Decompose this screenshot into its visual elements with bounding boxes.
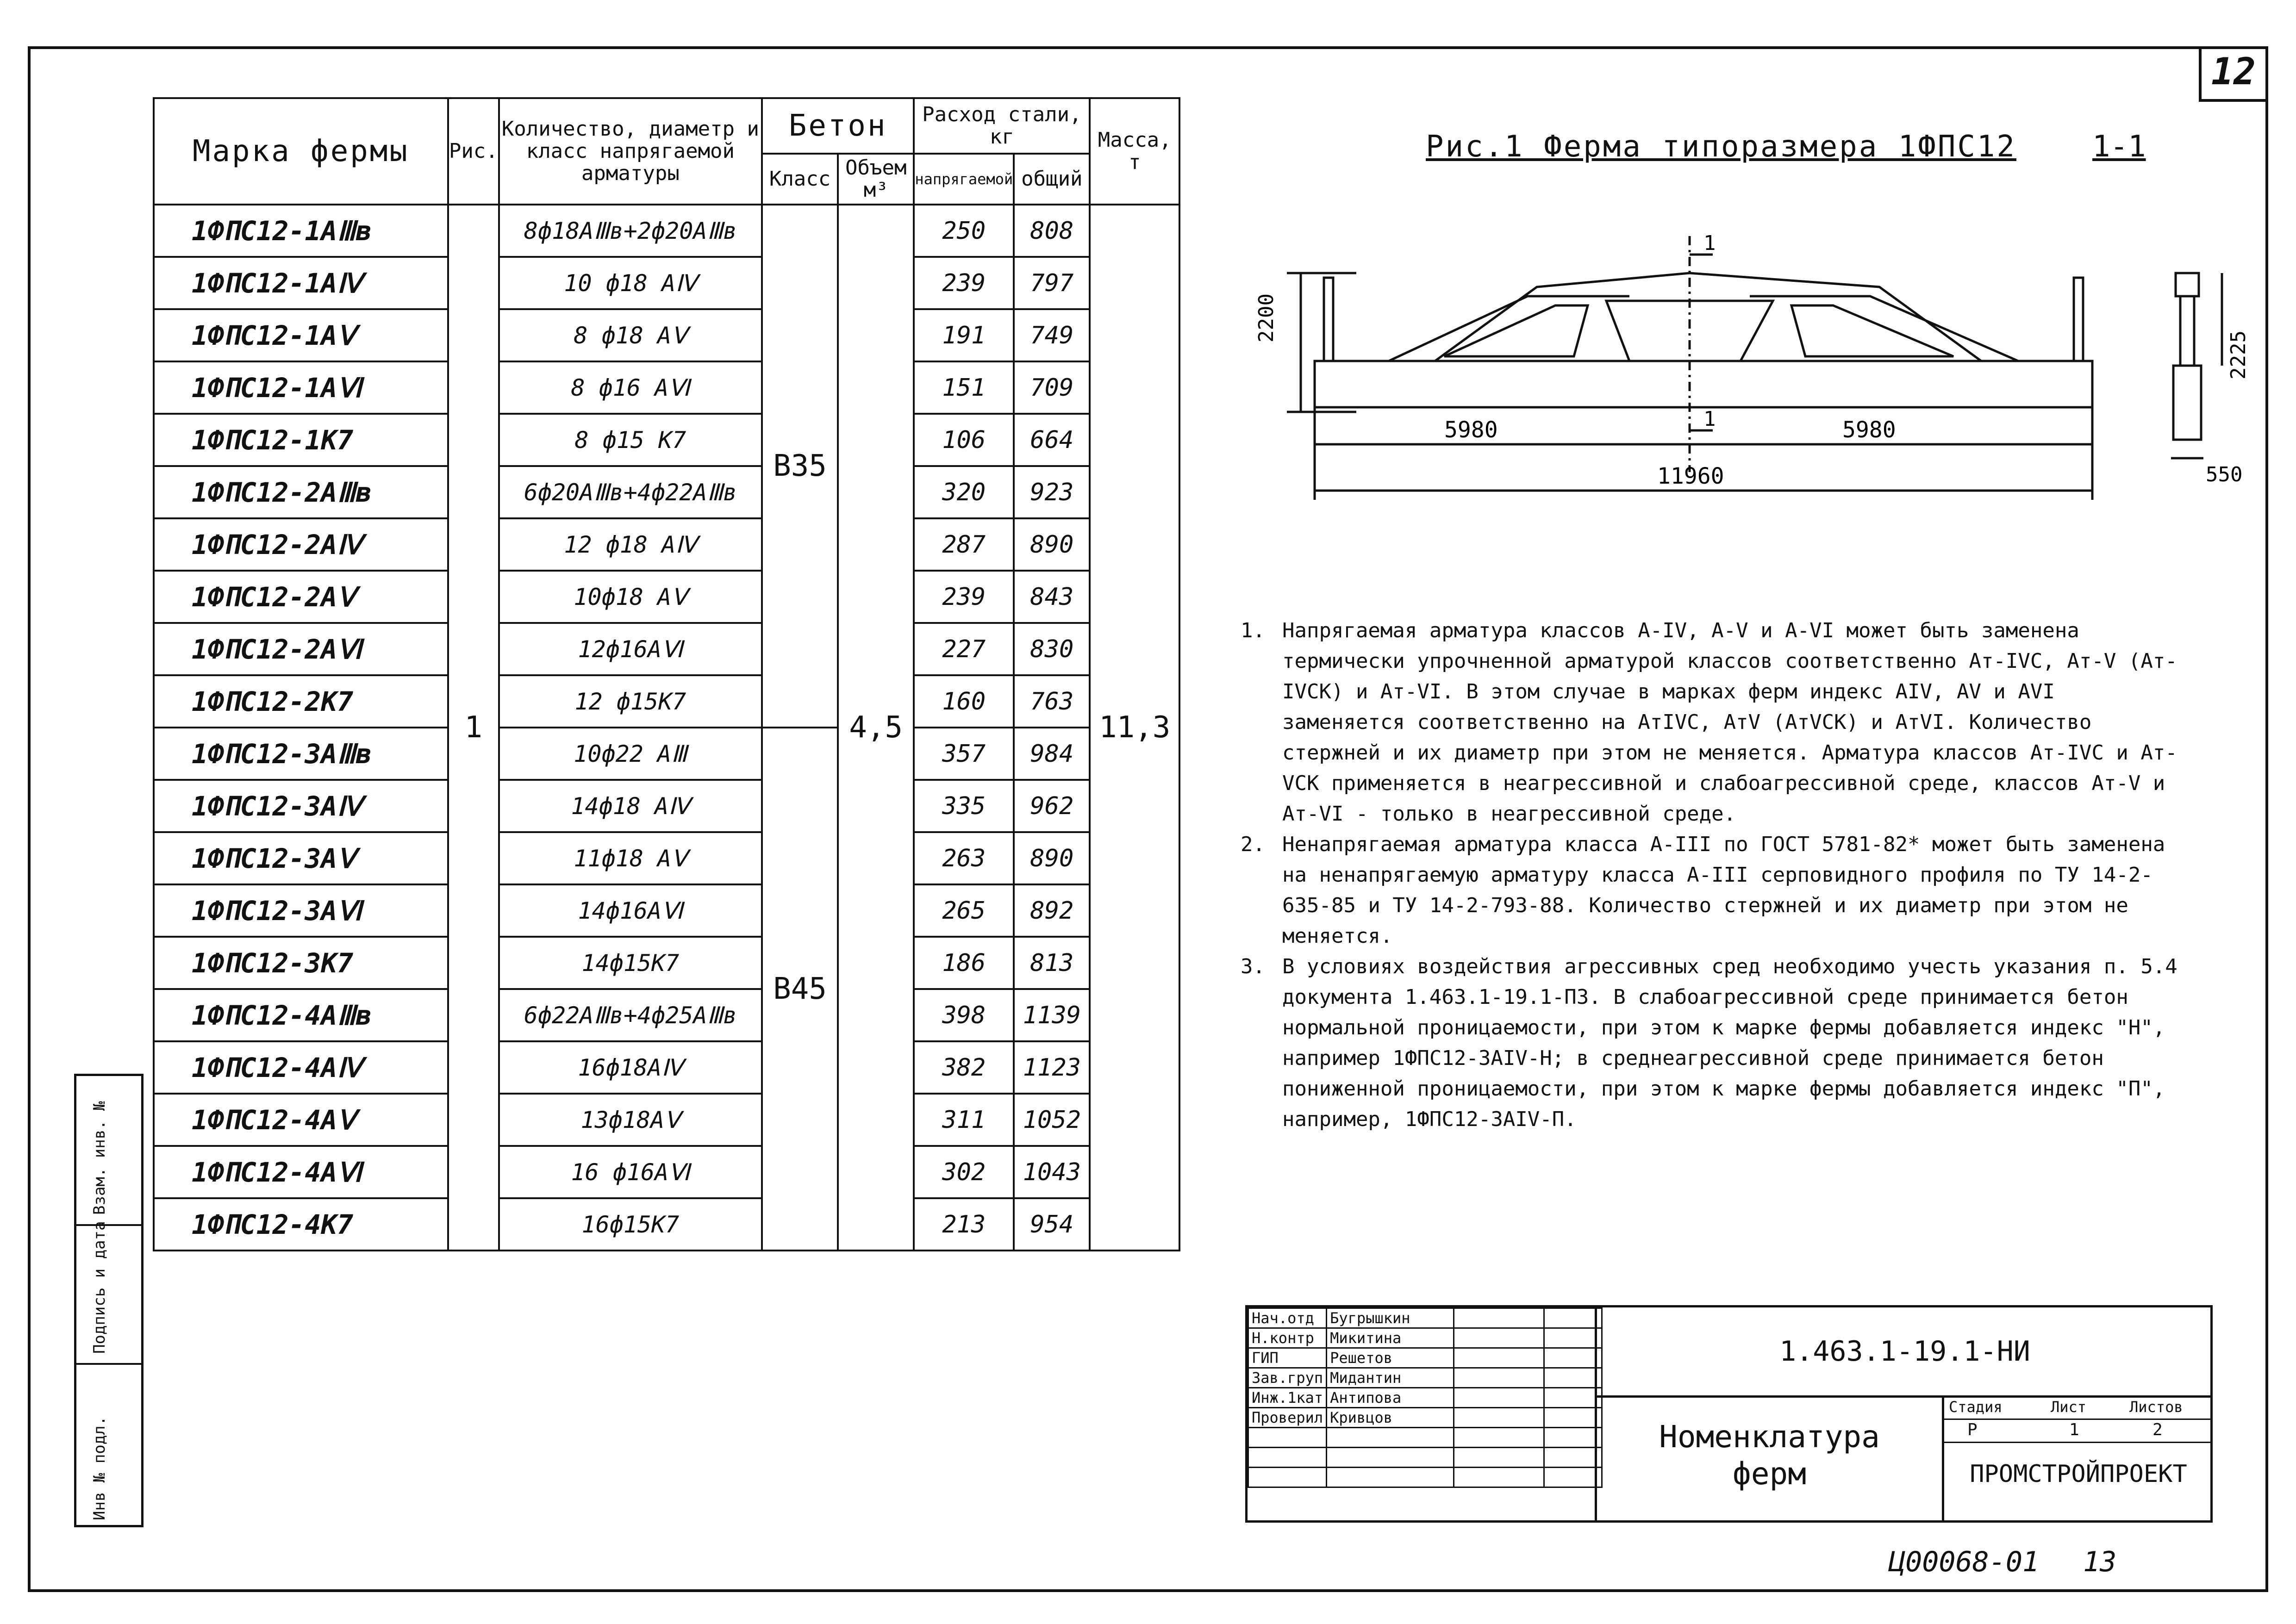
- truss-drawing: [1204, 185, 2250, 555]
- note-3: 3. В условиях воздействия агрессивных сред необходимо учесть указания п. 5.4 документа 1.463.1-19.1-ПЗ. В слабоагрессивной среде принимается бетон нормальной проницаемости, при этом к марке фермы добавляется индекс "Н", например 1ФПС12-3АIV-Н; в среднеагрессивной среде принимается бетон пониженной проницаемости, при этом к марке фермы добавляется индекс "П", например, 1ФПС12-3АIV-П.: [1241, 955, 2177, 1131]
- truss-left-post: [1324, 278, 1333, 361]
- title-block: [1245, 1305, 2213, 1523]
- cell-steel-total: 923: [1014, 466, 1090, 518]
- notes: [1241, 616, 2190, 1135]
- figure-title: Рис.1 Ферма типоразмера 1ФПС12: [1426, 130, 2016, 164]
- cell-mark: 1ФПС12-3АⅣ: [154, 780, 448, 832]
- cell-steel-prestressed: 239: [914, 571, 1014, 623]
- dim-half-left: 5980: [1444, 417, 1498, 443]
- truss-center-panel: [1606, 301, 1773, 361]
- cell-reinforcement: 13ф18АⅤ: [499, 1094, 762, 1146]
- header-concrete-class: Класс: [762, 154, 838, 205]
- table-row: [154, 361, 1179, 414]
- table-row: [154, 571, 1179, 623]
- cell-steel-prestressed: 287: [914, 518, 1014, 571]
- footer-page: 13: [2083, 1546, 2117, 1578]
- cell-mark: 1ФПС12-3АⅤ: [154, 832, 448, 884]
- header-steel-prestressed: напрягаемой: [914, 154, 1014, 205]
- dim-total: 11960: [1657, 463, 1724, 489]
- cell-mark: 1ФПС12-4АⅣ: [154, 1041, 448, 1094]
- cell-mark: 1ФПС12-1К7: [154, 414, 448, 466]
- footer-code: Ц00068-01: [1889, 1546, 2040, 1578]
- cell-steel-total: 797: [1014, 257, 1090, 309]
- cell-mark: 1ФПС12-2АⅤ: [154, 571, 448, 623]
- cell-steel-total: 890: [1014, 832, 1090, 884]
- signature-role: Нач.отд: [1248, 1308, 1327, 1328]
- nomenclature-table: [153, 97, 1180, 1251]
- cell-steel-prestressed: 213: [914, 1198, 1014, 1251]
- signature-date: [1544, 1388, 1602, 1408]
- sidebar-inv-orig: Инв № подл.: [90, 1416, 109, 1520]
- cell-reinforcement: 8 ф18 АⅤ: [499, 309, 762, 361]
- table-row: [154, 309, 1179, 361]
- note-2: 2. Ненапрягаемая арматура класса А-III по ГОСТ 5781-82* может быть заменена на ненапрягаемую арматуру класса А-III серповидного профиля по ТУ 14-2-635-85 и ТУ 14-2-793-88. Количество стержней и их диаметр при этом не меняется.: [1241, 833, 2165, 948]
- header-fig: Рис.: [448, 98, 499, 205]
- signature-name: Антипова: [1327, 1388, 1454, 1408]
- header-concrete-volume: Объем м³: [838, 154, 914, 205]
- truss-right-diagonal: [1750, 296, 2018, 361]
- cell-class-b35: В35: [762, 205, 838, 728]
- sheet-number: 12: [2199, 46, 2268, 102]
- cell-reinforcement: 8 ф15 К7: [499, 414, 762, 466]
- signature-sign: [1454, 1368, 1544, 1388]
- signature-role: Инж.1кат: [1248, 1388, 1327, 1408]
- cell-reinforcement: 8ф18АⅢв+2ф20АⅢв: [499, 205, 762, 257]
- signature-row: [1248, 1388, 1602, 1408]
- cell-steel-prestressed: 357: [914, 728, 1014, 780]
- cell-reinforcement: 6ф22АⅢв+4ф25АⅢв: [499, 989, 762, 1041]
- cell-steel-prestressed: 160: [914, 675, 1014, 728]
- cell-reinforcement: 8 ф16 АⅥ: [499, 361, 762, 414]
- cell-steel-prestressed: 335: [914, 780, 1014, 832]
- cell-steel-total: 813: [1014, 937, 1090, 989]
- table-row: [154, 937, 1179, 989]
- cell-mark: 1ФПС12-3К7: [154, 937, 448, 989]
- cell-steel-total: 664: [1014, 414, 1090, 466]
- signature-row: [1248, 1308, 1602, 1328]
- doc-title: Номенклатура ферм: [1595, 1395, 1942, 1520]
- signature-role: Н.контр: [1248, 1328, 1327, 1348]
- cell-steel-prestressed: 191: [914, 309, 1014, 361]
- signature-date: [1544, 1368, 1602, 1388]
- section-web: [2180, 296, 2194, 366]
- table-row: [154, 466, 1179, 518]
- cell-mark: 1ФПС12-1АⅥ: [154, 361, 448, 414]
- cell-reinforcement: 12 ф15К7: [499, 675, 762, 728]
- cell-mark: 1ФПС12-4К7: [154, 1198, 448, 1251]
- sidebar-sign-date: Подпись и дата: [90, 1221, 109, 1354]
- table-row: [154, 675, 1179, 728]
- cell-reinforcement: 10ф22 АⅢ: [499, 728, 762, 780]
- cut-label-top: 1: [1703, 231, 1716, 255]
- cell-mark: 1ФПС12-2АⅣ: [154, 518, 448, 571]
- cell-reinforcement: 14ф16АⅥ: [499, 884, 762, 937]
- cell-reinforcement: 16ф18АⅣ: [499, 1041, 762, 1094]
- signature-name: Мидантин: [1327, 1368, 1454, 1388]
- table-row: [154, 1146, 1179, 1198]
- table-row: [154, 780, 1179, 832]
- cell-mark: 1ФПС12-3АⅢв: [154, 728, 448, 780]
- truss-right-post: [2074, 278, 2083, 361]
- table-row: [154, 623, 1179, 675]
- note-1: 1. Напрягаемая арматура классов А-IV, А-V и А-VI может быть заменена термически упрочненной арматурой классов соответственно Ат-IVC, Ат-V (Ат-IVCK) и Ат-VI. В этом случае в марках ферм индекс АIV, АV и АVI заменяется соответственно на АтIVC, АтV (АтVCK) и АтVI. Количество стержней и их диаметр при этом не меняется. Арматура классов Ат-IVC и Ат-VCK применяется в неагрессивной и слабоагрессивной среде, классов Ат-V и Ат-VI - только в неагрессивной среде.: [1241, 619, 2177, 826]
- cell-mark: 1ФПС12-4АⅤ: [154, 1094, 448, 1146]
- cell-steel-total: 1123: [1014, 1041, 1090, 1094]
- cell-mark: 1ФПС12-1АⅤ: [154, 309, 448, 361]
- table-row: [154, 257, 1179, 309]
- cell-reinforcement: 12 ф18 АⅣ: [499, 518, 762, 571]
- signature-date: [1544, 1328, 1602, 1348]
- cell-mark: 1ФПС12-1АⅢв: [154, 205, 448, 257]
- cell-steel-prestressed: 265: [914, 884, 1014, 937]
- table-row: [154, 832, 1179, 884]
- truss-left-diagonal: [1389, 296, 1629, 361]
- cell-steel-total: 808: [1014, 205, 1090, 257]
- signature-sign: [1454, 1348, 1544, 1368]
- truss-right-panel: [1791, 305, 1953, 356]
- cell-steel-prestressed: 106: [914, 414, 1014, 466]
- table-row: [154, 884, 1179, 937]
- cell-reinforcement: 14ф15К7: [499, 937, 762, 989]
- section-label: 1-1: [2092, 130, 2146, 164]
- table-row: [154, 518, 1179, 571]
- truss-left-panel: [1444, 305, 1588, 356]
- signature-name: Решетов: [1327, 1348, 1454, 1368]
- cell-mark: 1ФПС12-4АⅢв: [154, 989, 448, 1041]
- cell-steel-prestressed: 382: [914, 1041, 1014, 1094]
- signature-name: Кривцов: [1327, 1408, 1454, 1428]
- header-mark: Марка фермы: [154, 98, 448, 205]
- signature-role: Зав.груп: [1248, 1368, 1327, 1388]
- cell-steel-total: 830: [1014, 623, 1090, 675]
- cell-steel-prestressed: 227: [914, 623, 1014, 675]
- cell-steel-prestressed: 311: [914, 1094, 1014, 1146]
- signature-sign: [1454, 1408, 1544, 1428]
- section-bottom: [2173, 366, 2201, 440]
- cell-steel-total: 890: [1014, 518, 1090, 571]
- cell-fig: 1: [448, 205, 499, 1251]
- table-row: [154, 728, 1179, 780]
- sidebar-stamp: [74, 1074, 144, 1527]
- org-name: ПРОМСТРОЙПРОЕКТ: [1970, 1460, 2187, 1488]
- cell-steel-prestressed: 320: [914, 466, 1014, 518]
- dim-section-height: 2225: [2227, 330, 2250, 380]
- cell-mark: 1ФПС12-2АⅥ: [154, 623, 448, 675]
- signature-row: [1248, 1328, 1602, 1348]
- cell-steel-prestressed: 250: [914, 205, 1014, 257]
- signature-row: [1248, 1348, 1602, 1368]
- truss-bottom-chord: [1315, 361, 2092, 407]
- cell-reinforcement: 14ф18 АⅣ: [499, 780, 762, 832]
- cell-steel-prestressed: 302: [914, 1146, 1014, 1198]
- cell-steel-total: 709: [1014, 361, 1090, 414]
- signature-row: [1248, 1368, 1602, 1388]
- cell-steel-prestressed: 263: [914, 832, 1014, 884]
- signature-name: Бугрышкин: [1327, 1308, 1454, 1328]
- cell-reinforcement: 16 ф16АⅥ: [499, 1146, 762, 1198]
- cell-reinforcement: 12ф16АⅥ: [499, 623, 762, 675]
- header-concrete: Бетон: [762, 98, 914, 154]
- table-row: [154, 205, 1179, 257]
- cell-steel-total: 1052: [1014, 1094, 1090, 1146]
- cell-mark: 1ФПС12-1АⅣ: [154, 257, 448, 309]
- signature-name: Микитина: [1327, 1328, 1454, 1348]
- cell-reinforcement: 6ф20АⅢв+4ф22АⅢв: [499, 466, 762, 518]
- cell-steel-total: 962: [1014, 780, 1090, 832]
- cell-steel-prestressed: 398: [914, 989, 1014, 1041]
- signature-date: [1544, 1408, 1602, 1428]
- truss-top-chord: [1315, 273, 2092, 361]
- cell-steel-total: 954: [1014, 1198, 1090, 1251]
- signature-sign: [1454, 1388, 1544, 1408]
- cell-steel-prestressed: 186: [914, 937, 1014, 989]
- cell-steel-total: 763: [1014, 675, 1090, 728]
- signature-sign: [1454, 1328, 1544, 1348]
- cell-steel-total: 1043: [1014, 1146, 1090, 1198]
- signature-role: ГИП: [1248, 1348, 1327, 1368]
- table-row: [154, 414, 1179, 466]
- header-reinforcement: Количество, диаметр и класс напрягаемой арматуры: [499, 98, 762, 205]
- header-steel: Расход стали, кг: [914, 98, 1090, 154]
- table-row: [154, 989, 1179, 1041]
- cell-reinforcement: 16ф15К7: [499, 1198, 762, 1251]
- signature-role: Проверил: [1248, 1408, 1327, 1428]
- dim-section-width: 550: [2206, 463, 2243, 486]
- dim-half-right: 5980: [1842, 417, 1896, 443]
- section-top: [2176, 273, 2199, 296]
- cell-steel-total: 749: [1014, 309, 1090, 361]
- cut-label-bottom: 1: [1703, 407, 1716, 431]
- cell-reinforcement: 11ф18 АⅤ: [499, 832, 762, 884]
- sidebar-replace-inv: Взам. инв. №: [90, 1101, 109, 1215]
- header-mass: Масса, т: [1090, 98, 1179, 205]
- cell-mark: 1ФПС12-2К7: [154, 675, 448, 728]
- cell-mark: 1ФПС12-3АⅥ: [154, 884, 448, 937]
- signature-row: [1248, 1408, 1602, 1428]
- cell-steel-total: 892: [1014, 884, 1090, 937]
- cell-steel-total: 843: [1014, 571, 1090, 623]
- cell-mark: 1ФПС12-4АⅥ: [154, 1146, 448, 1198]
- cell-volume: 4,5: [838, 205, 914, 1251]
- cell-class-b45: В45: [762, 728, 838, 1251]
- cell-steel-prestressed: 239: [914, 257, 1014, 309]
- stage-block: Стадия Лист Листов Р 1 2 ПРОМСТРОЙПРОЕКТ: [1942, 1395, 2213, 1520]
- cell-steel-prestressed: 151: [914, 361, 1014, 414]
- cell-reinforcement: 10 ф18 АⅣ: [499, 257, 762, 309]
- signature-date: [1544, 1348, 1602, 1368]
- signature-date: [1544, 1308, 1602, 1328]
- table-row: [154, 1094, 1179, 1146]
- header-steel-total: общий: [1014, 154, 1090, 205]
- table-row: [154, 1041, 1179, 1094]
- dim-height: 2200: [1254, 293, 1278, 342]
- signature-sign: [1454, 1308, 1544, 1328]
- doc-code: 1.463.1-19.1-НИ: [1595, 1307, 2213, 1398]
- title-block-signatures: [1248, 1307, 1603, 1488]
- cell-mark: 1ФПС12-2АⅢв: [154, 466, 448, 518]
- table-row: [154, 1198, 1179, 1251]
- cell-steel-total: 984: [1014, 728, 1090, 780]
- cell-reinforcement: 10ф18 АⅤ: [499, 571, 762, 623]
- cell-mass: 11,3: [1090, 205, 1179, 1251]
- cell-steel-total: 1139: [1014, 989, 1090, 1041]
